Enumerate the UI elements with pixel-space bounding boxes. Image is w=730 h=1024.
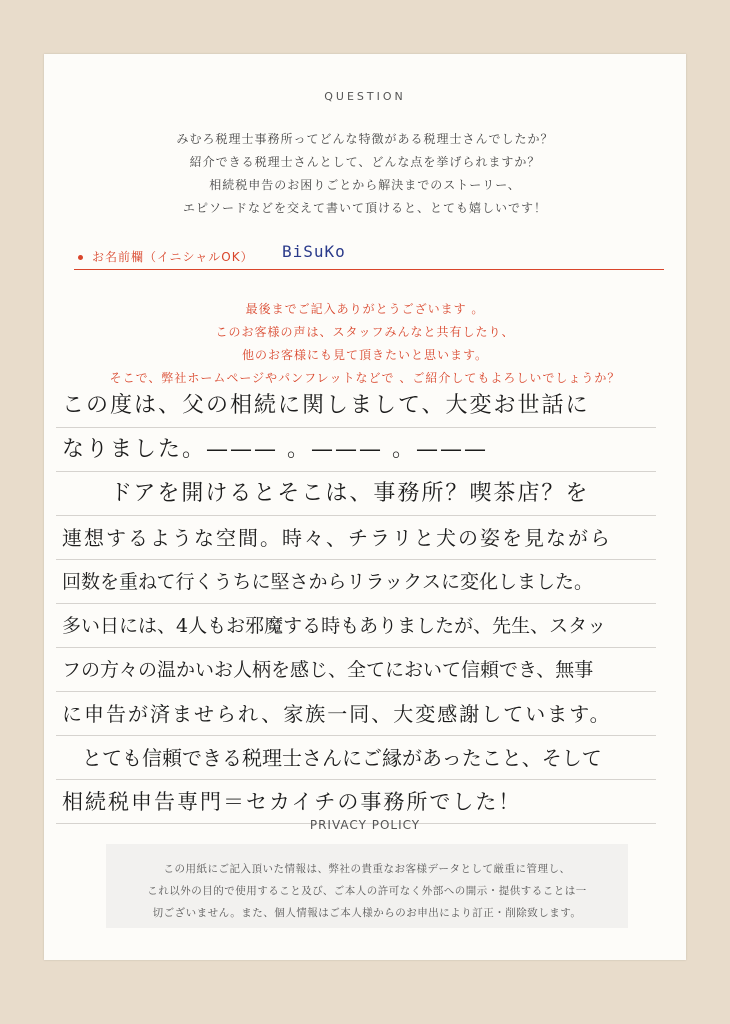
name-field-label: お名前欄（イニシャルOK） xyxy=(92,250,254,264)
name-field xyxy=(74,244,664,270)
permission-text xyxy=(44,298,686,390)
bullet-dot-icon xyxy=(78,255,83,260)
permission-line: このお客様の声は、スタッフみんなと共有したり、 xyxy=(215,325,515,339)
permission-line: そこで、弊社ホームページやパンフレットなどで 、ご紹介してもよろしいでしょうか？ xyxy=(109,371,621,385)
answer-line: フの方々の温かいお人柄を感じ、全てにおいて信頼でき、無事 xyxy=(56,648,656,692)
name-field-value: BiSuKo xyxy=(282,242,346,261)
permission-line: 最後までご記入ありがとうございます 。 xyxy=(245,302,485,316)
privacy-line: 切ございません。また、個人情報はご本人様からのお申出により訂正・削除致します。 xyxy=(152,907,582,919)
answer-line: ドアを開けるとそこは、事務所？喫茶店？を xyxy=(56,472,656,516)
answer-line: 相続税申告専門＝セカイチの事務所でした！ xyxy=(56,780,656,824)
question-line: 相続税申告のお困りごとから解決までのストーリー、 xyxy=(209,178,521,192)
question-text xyxy=(44,128,686,220)
question-line: エピソードなどを交えて書いて頂けると、とても嬉しいです！ xyxy=(182,201,547,215)
question-line: 紹介できる税理士さんとして、どんな点を挙げられますか？ xyxy=(189,155,541,169)
question-line: みむろ税理士事務所ってどんな特徴がある税理士さんでしたか？ xyxy=(176,132,554,146)
answer-line: 連想するような空間。時々、チラリと犬の姿を見ながら xyxy=(56,516,656,560)
privacy-text xyxy=(106,858,628,924)
question-title: QUESTION xyxy=(324,90,406,103)
questionnaire-sheet xyxy=(44,54,686,960)
privacy-line: この用紙にご記入頂いた情報は、弊社の貴重なお客様データとして厳重に管理し、 xyxy=(163,863,571,875)
answer-line: とても信頼できる税理士さんにご縁があったこと、そして xyxy=(56,736,656,780)
privacy-line: これ以外の目的で使用すること及び、ご本人の許可なく外部への開示・提供することは一 xyxy=(147,885,587,897)
privacy-box xyxy=(106,844,628,928)
answer-line: なりました。——— 。——— 。——— xyxy=(56,428,656,472)
privacy-title: PRIVACY POLICY xyxy=(309,818,421,832)
answer-line: に申告が済ませられ、家族一同、大変感謝しています。 xyxy=(56,692,656,736)
name-underline xyxy=(74,269,664,270)
permission-line: 他のお客様にも見て頂きたいと思います。 xyxy=(241,348,489,362)
answer-line: 多い日には、4人もお邪魔する時もありましたが、先生、スタッ xyxy=(56,604,656,648)
answer-line: 回数を重ねて行くうちに堅さからリラックスに変化しました。 xyxy=(56,560,656,604)
handwritten-answer xyxy=(56,384,656,824)
answer-line: この度は、父の相続に関しまして、大変お世話に xyxy=(56,384,656,428)
